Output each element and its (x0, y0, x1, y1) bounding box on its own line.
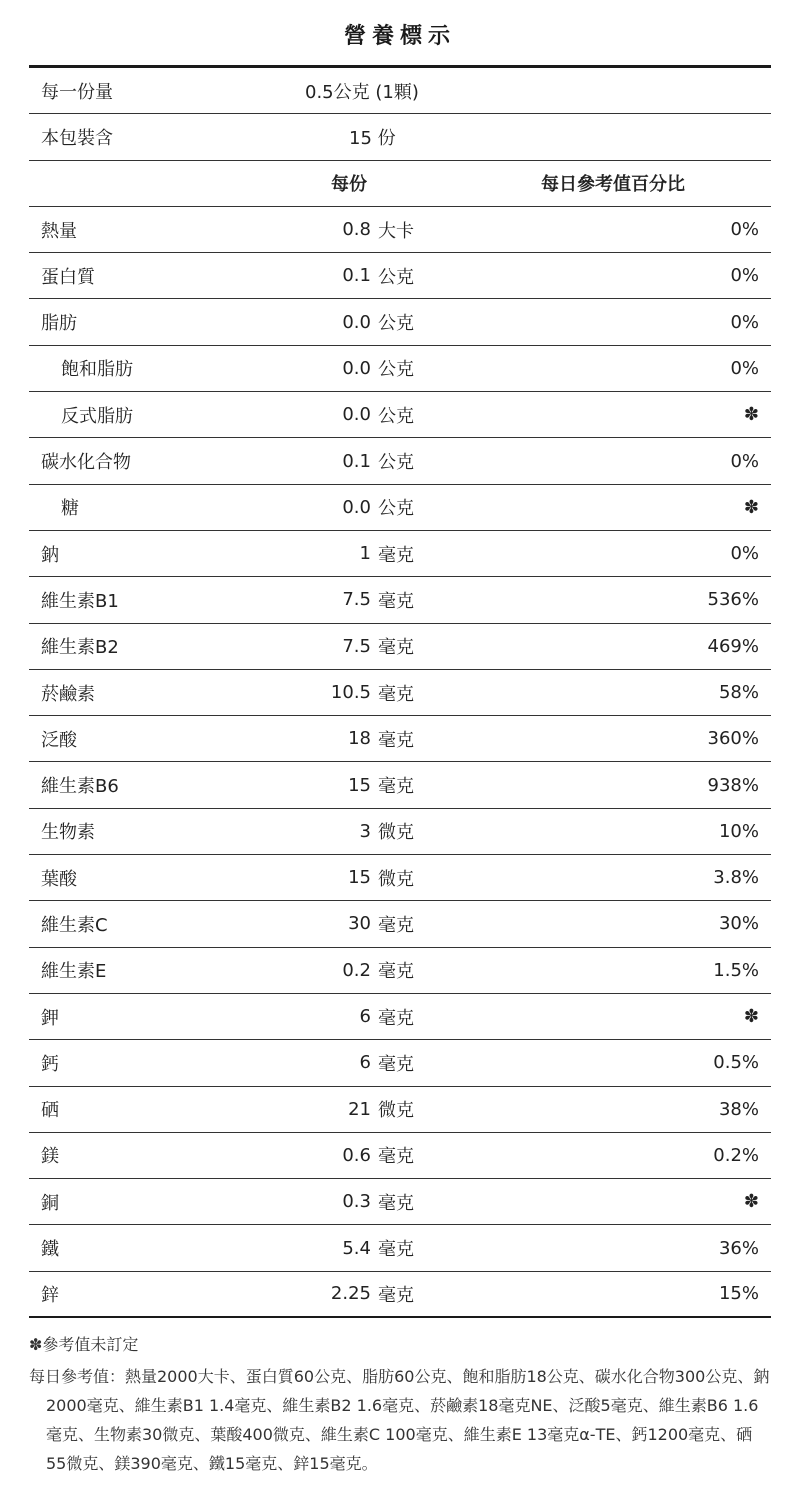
nutrient-name: 碳水化合物 (41, 452, 131, 474)
nutrient-unit: 大卡 (378, 220, 414, 242)
nutrient-unit: 毫克 (378, 544, 414, 566)
nutrient-amount: 10.5 (330, 682, 371, 703)
nutrient-unit: 毫克 (378, 1146, 414, 1168)
table-row (29, 670, 771, 716)
nutrient-amount: 0.2 (342, 959, 371, 981)
serving-size-value: 0.5公克 (1顆) (305, 81, 419, 103)
table-row (29, 577, 771, 623)
serving-size-row (29, 68, 771, 114)
nutrient-amount: 0.0 (342, 311, 371, 333)
nutrient-unit: 公克 (378, 405, 414, 427)
nutrient-name: 飽和脂肪 (61, 359, 133, 381)
nutrient-amount: 18 (348, 728, 371, 750)
nutrient-name: 維生素C (41, 914, 108, 936)
nutrition-label (29, 0, 771, 1318)
nutrient-name: 鐵 (41, 1239, 59, 1261)
nutrient-daily-value: ✽ (743, 496, 759, 518)
nutrient-unit: 公克 (378, 452, 414, 474)
nutrient-name: 泛酸 (41, 729, 77, 751)
nutrient-unit: 毫克 (378, 1284, 414, 1306)
nutrient-daily-value: 0% (730, 357, 759, 379)
table-row (29, 1087, 771, 1133)
table-row (29, 1179, 771, 1225)
nutrient-name: 維生素B1 (41, 590, 119, 612)
nutrient-unit: 毫克 (378, 961, 414, 983)
nutrient-daily-value: ✽ (743, 1191, 759, 1213)
nutrient-unit: 公克 (378, 313, 414, 335)
nutrient-amount: 3 (359, 820, 371, 842)
nutrient-amount: 15 (348, 867, 371, 889)
servings-per-package-label: 本包裝含 (41, 127, 113, 149)
table-row (29, 809, 771, 855)
nutrient-daily-value: 0% (730, 219, 759, 241)
table-row (29, 346, 771, 392)
nutrient-daily-value: 469% (707, 635, 759, 657)
nutrient-amount: 0.1 (342, 265, 371, 287)
nutrient-amount: 0.0 (342, 404, 371, 426)
nutrient-name: 生物素 (41, 822, 95, 844)
nutrient-unit: 毫克 (378, 683, 414, 705)
nutrient-daily-value: ✽ (743, 404, 759, 426)
nutrient-name: 鈣 (41, 1053, 59, 1075)
table-row (29, 1133, 771, 1179)
nutrient-unit: 毫克 (378, 1192, 414, 1214)
daily-reference-note: 每日參考值：熱量2000大卡、蛋白質60公克、脂肪60公克、飽和脂肪18公克、碳水化合物300公克、鈉2000毫克、維生素B1 1.4毫克、維生素B2 1.6毫克、菸鹼素18毫克NE、泛酸5毫克、維生素B6 1.6毫克、生物素30微克、葉酸400微克、維生素C 100毫克、維生素E 13毫克α-TE、鈣1200毫克、硒55微克、鎂390毫克、鐵15毫克、鋅15毫克。 (29, 1367, 770, 1474)
table-row (29, 1040, 771, 1086)
table-row (29, 901, 771, 947)
nutrient-unit: 微克 (378, 822, 414, 844)
nutrient-daily-value: 36% (718, 1237, 759, 1259)
label-title: 營養標示 (29, 0, 771, 68)
nutrient-name: 鉀 (41, 1007, 59, 1029)
nutrient-name: 鎂 (41, 1146, 59, 1168)
table-row (29, 716, 771, 762)
nutrient-unit: 公克 (378, 498, 414, 520)
nutrient-amount: 0.6 (342, 1144, 371, 1166)
nutrient-name: 維生素E (41, 961, 107, 983)
table-row (29, 438, 771, 484)
nutrient-name: 葉酸 (41, 868, 77, 890)
nutrient-amount: 0.0 (342, 496, 371, 518)
per-serving-header: 每份 (331, 174, 367, 196)
table-row (29, 531, 771, 577)
table-row (29, 624, 771, 670)
nutrient-daily-value: 0.2% (713, 1144, 759, 1166)
nutrient-amount: 30 (348, 913, 371, 935)
nutrient-unit: 毫克 (378, 1053, 414, 1075)
table-row (29, 392, 771, 438)
nutrient-amount: 7.5 (342, 635, 371, 657)
nutrient-name: 維生素B2 (41, 637, 119, 659)
nutrient-unit: 毫克 (378, 590, 414, 612)
nutrient-unit: 公克 (378, 359, 414, 381)
table-row (29, 253, 771, 299)
nutrient-amount: 1 (359, 543, 371, 565)
nutrient-daily-value: 0% (730, 311, 759, 333)
nutrient-name: 脂肪 (41, 313, 77, 335)
nutrient-unit: 微克 (378, 1100, 414, 1122)
nutrient-daily-value: ✽ (743, 1006, 759, 1028)
nutrient-daily-value: 360% (707, 728, 759, 750)
table-row (29, 299, 771, 345)
nutrient-table (29, 207, 771, 1318)
daily-value-header: 每日參考值百分比 (541, 174, 685, 196)
nutrient-amount: 0.8 (342, 219, 371, 241)
nutrient-amount: 5.4 (342, 1237, 371, 1259)
nutrient-unit: 毫克 (378, 1239, 414, 1261)
nutrient-daily-value: 58% (718, 682, 759, 703)
nutrient-name: 鋅 (41, 1284, 59, 1306)
nutrient-name: 糖 (61, 498, 79, 520)
nutrient-amount: 0.3 (342, 1191, 371, 1213)
nutrient-daily-value: 38% (718, 1098, 759, 1120)
nutrient-name: 鈉 (41, 544, 59, 566)
nutrient-name: 蛋白質 (41, 266, 95, 288)
nutrient-daily-value: 30% (718, 913, 759, 935)
nutrient-name: 熱量 (41, 220, 77, 242)
nutrient-unit: 公克 (378, 266, 414, 288)
nutrient-daily-value: 0% (730, 265, 759, 287)
nutrient-daily-value: 15% (718, 1283, 759, 1305)
nutrient-unit: 毫克 (378, 729, 414, 751)
nutrient-name: 硒 (41, 1100, 59, 1122)
nutrient-name: 維生素B6 (41, 776, 119, 798)
nutrient-name: 菸鹼素 (41, 683, 95, 705)
nutrient-amount: 15 (348, 774, 371, 796)
table-row (29, 1225, 771, 1271)
nutrient-daily-value: 0.5% (713, 1052, 759, 1074)
serving-size-label: 每一份量 (41, 81, 113, 103)
nutrient-daily-value: 3.8% (713, 867, 759, 889)
table-row (29, 207, 771, 253)
nutrient-amount: 0.0 (342, 357, 371, 379)
servings-per-package-value: 15 份 (349, 127, 396, 149)
nutrient-name: 反式脂肪 (61, 405, 133, 427)
nutrient-unit: 毫克 (378, 637, 414, 659)
table-header-row (29, 161, 771, 207)
table-row (29, 485, 771, 531)
table-row (29, 762, 771, 808)
no-reference-note: ✽參考值未訂定 (29, 1335, 139, 1355)
nutrient-daily-value: 938% (707, 774, 759, 796)
table-row (29, 855, 771, 901)
nutrient-unit: 毫克 (378, 1007, 414, 1029)
nutrient-daily-value: 10% (718, 820, 759, 842)
nutrient-amount: 21 (348, 1098, 371, 1120)
table-row (29, 1272, 771, 1318)
nutrient-daily-value: 0% (730, 543, 759, 565)
nutrient-name: 銅 (41, 1192, 59, 1214)
nutrient-daily-value: 0% (730, 450, 759, 472)
table-row (29, 948, 771, 994)
nutrient-amount: 2.25 (330, 1283, 371, 1305)
nutrient-unit: 微克 (378, 868, 414, 890)
servings-per-package-row (29, 114, 771, 160)
nutrient-amount: 6 (359, 1052, 371, 1074)
nutrient-amount: 7.5 (342, 589, 371, 611)
nutrient-daily-value: 536% (707, 589, 759, 611)
table-row (29, 994, 771, 1040)
nutrient-daily-value: 1.5% (713, 959, 759, 981)
footnotes (29, 1318, 771, 1478)
nutrient-amount: 6 (359, 1006, 371, 1028)
nutrient-amount: 0.1 (342, 450, 371, 472)
nutrient-unit: 毫克 (378, 914, 414, 936)
nutrient-unit: 毫克 (378, 776, 414, 798)
